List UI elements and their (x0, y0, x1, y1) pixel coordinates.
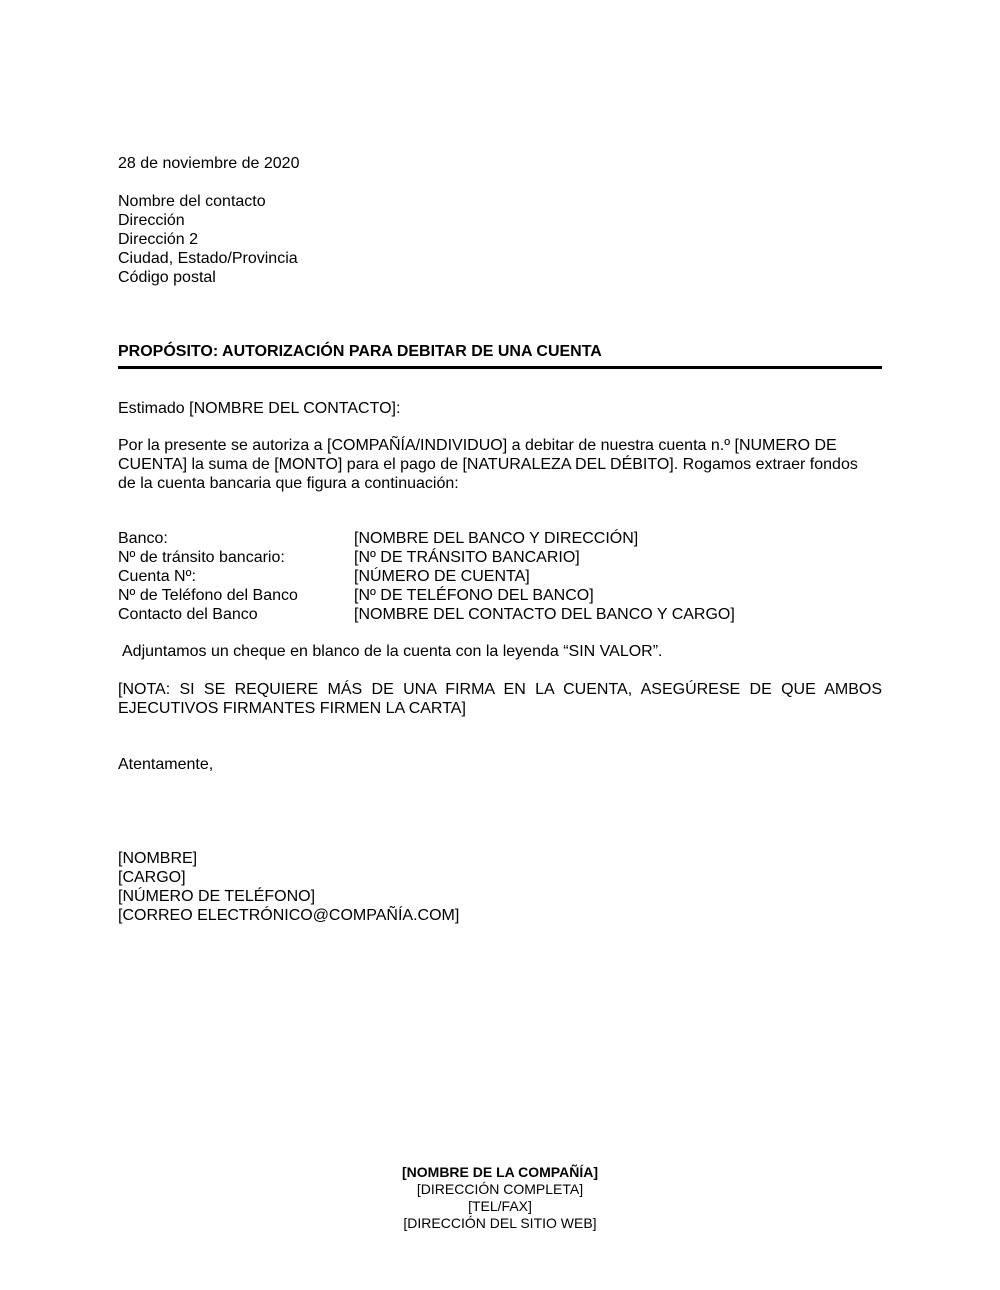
bank-detail-row (118, 529, 882, 548)
closing-text: Atentamente, (118, 756, 214, 773)
signature-note (118, 680, 882, 718)
date-text: 28 de noviembre de 2020 (118, 155, 300, 172)
bank-detail-label: Nº de Teléfono del Banco (118, 587, 298, 604)
bank-detail-row (118, 548, 882, 567)
body-line: CUENTA] la suma de [MONTO] para el pago de [NATURALEZA DEL DÉBITO]. Rogamos extraer fondos (118, 456, 858, 473)
bank-detail-value: [Nº DE TELÉFONO DEL BANCO] (354, 587, 594, 604)
address-line: Dirección 2 (118, 231, 199, 248)
address-line: Código postal (118, 269, 216, 286)
footer-website: [DIRECCIÓN DEL SITIO WEB] (403, 1215, 597, 1231)
greeting-text: Estimado [NOMBRE DEL CONTACTO]: (118, 400, 401, 417)
signature-line: [CORREO ELECTRÓNICO@COMPAÑÍA.COM] (118, 907, 460, 924)
recipient-address (118, 192, 882, 287)
body-line: de la cuenta bancaria que figura a continuación: (118, 475, 459, 492)
letter-date (118, 154, 882, 173)
signature-line: [CARGO] (118, 869, 186, 886)
bank-detail-value: [NÚMERO DE CUENTA] (354, 568, 530, 585)
cheque-note-text: Adjuntamos un cheque en blanco de la cuenta con la leyenda “SIN VALOR”. (122, 643, 663, 660)
footer-address: [DIRECCIÓN COMPLETA] (416, 1181, 584, 1197)
bank-detail-row (118, 605, 882, 624)
address-line: Dirección (118, 212, 185, 229)
body-paragraph (118, 436, 882, 493)
signature-line: [NOMBRE] (118, 850, 198, 867)
bank-detail-value: [NOMBRE DEL CONTACTO DEL BANCO Y CARGO] (354, 606, 735, 623)
bank-detail-row (118, 567, 882, 586)
signature-block (118, 849, 882, 925)
body-line: Por la presente se autoriza a [COMPAÑÍA/INDIVIDUO] a debitar de nuestra cuenta n.º [NUMERO DE (118, 437, 837, 454)
bank-details-table (118, 529, 882, 624)
address-line: Ciudad, Estado/Provincia (118, 250, 298, 267)
purpose-heading (118, 342, 882, 361)
address-line: Nombre del contacto (118, 193, 266, 210)
bank-detail-row (118, 586, 882, 605)
bank-detail-label: Nº de tránsito bancario: (118, 549, 285, 566)
bank-detail-value: [Nº DE TRÁNSITO BANCARIO] (354, 549, 580, 566)
company-footer (0, 1164, 1000, 1232)
heading-divider (118, 366, 882, 369)
bank-detail-value: [NOMBRE DEL BANCO Y DIRECCIÓN] (354, 530, 639, 547)
greeting (118, 399, 882, 418)
note-line: EJECUTIVOS FIRMANTES FIRMEN LA CARTA] (118, 700, 466, 717)
bank-detail-label: Banco: (118, 530, 168, 547)
note-line: [NOTA: SI SE REQUIERE MÁS DE UNA FIRMA EN LA CUENTA, ASEGÚRESE DE QUE AMBOS (118, 681, 882, 698)
signature-line: [NÚMERO DE TELÉFONO] (118, 888, 316, 905)
closing (118, 755, 882, 774)
bank-detail-label: Contacto del Banco (118, 606, 258, 623)
footer-company-name: [NOMBRE DE LA COMPAÑÍA] (402, 1164, 598, 1180)
cheque-note (122, 642, 886, 661)
footer-tel-fax: [TEL/FAX] (468, 1198, 532, 1214)
bank-detail-label: Cuenta Nº: (118, 568, 196, 585)
purpose-text: PROPÓSITO: AUTORIZACIÓN PARA DEBITAR DE UNA CUENTA (118, 343, 602, 360)
